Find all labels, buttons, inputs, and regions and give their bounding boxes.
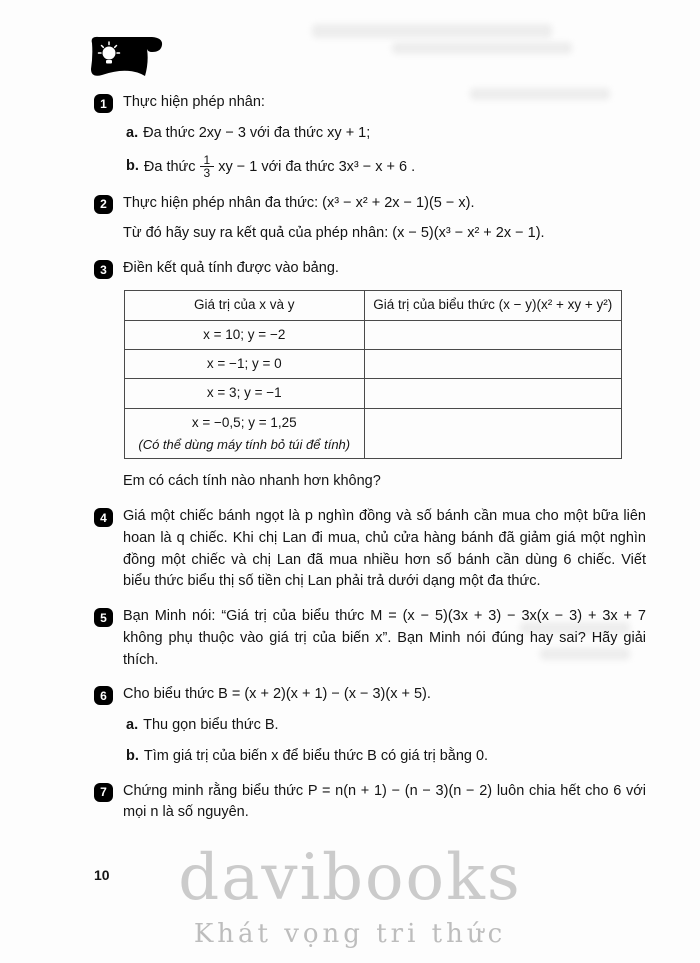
exercise-number-badge: 5 <box>94 608 113 627</box>
column-header-xy: Giá trị của x và y <box>125 290 365 320</box>
column-header-expression: Giá trị của biểu thức (x − y)(x² + xy + y²) <box>364 290 621 320</box>
exercise-1b-post: xy − 1 với đa thức 3x³ − x + 6 . <box>218 158 416 175</box>
exercise-list <box>94 92 646 837</box>
publisher-logo <box>86 34 168 84</box>
exercise-4-text: Giá một chiếc bánh ngọt là p nghìn đồng và số bánh cần mua cho một bữa liên hoan là q chiếc. Khi chị Lan đi mua, chủ cửa hàng bánh đã giảm giá một nghìn đồng một chiếc và chị Lan đã mua nhiều hơn số bánh cần dùng 6 chiếc. Viết biểu thức biểu thị số tiền chị Lan phải trả dưới dạng một đa thức. <box>123 508 646 590</box>
exercise-2 <box>94 193 646 246</box>
answer-cell <box>364 350 621 379</box>
exercise-number-badge: 6 <box>94 686 113 705</box>
print-through-artifact <box>392 42 572 54</box>
exercise-number-badge: 4 <box>94 508 113 527</box>
exercise-number-badge: 7 <box>94 783 113 802</box>
exercise-1a-text: Đa thức 2xy − 3 với đa thức xy + 1; <box>143 124 371 141</box>
page-number: 10 <box>94 867 110 883</box>
exercise-4 <box>94 506 646 593</box>
subitem-label: b. <box>126 747 139 764</box>
exercise-6a-text: Thu gọn biểu thức B. <box>143 717 279 734</box>
watermark-brand: davibooks <box>178 841 522 915</box>
xy-value: x = 10; y = −2 <box>125 320 365 349</box>
exercise-1b-pre: Đa thức <box>143 158 196 175</box>
exercise-2-line2: Từ đó hãy suy ra kết quả của phép nhân: (x − 5)(x³ − x² + 2x − 1). <box>123 225 545 242</box>
xy-value: x = −0,5; y = 1,25 <box>191 414 297 430</box>
book-flag-shape <box>86 34 168 84</box>
exercise-2-line1: Thực hiện phép nhân đa thức: (x³ − x² + 2x − 1)(5 − x). <box>123 194 475 211</box>
exercise-6b-text: Tìm giá trị của biến x để biểu thức B có giá trị bằng 0. <box>143 747 489 764</box>
exercise-1-title: Thực hiện phép nhân: <box>123 94 265 110</box>
exercise-5-text: Bạn Minh nói: “Giá trị của biểu thức M = (x − 5)(3x + 3) − 3x(x − 3) + 3x + 7 không phụ thuộc vào giá trị của biến x”. Bạn Minh nói đúng hay sai? Hãy giải thích. <box>123 608 646 668</box>
exercise-7 <box>94 781 646 825</box>
fraction-numerator: 1 <box>200 154 215 168</box>
exercise-3-question: Em có cách tính nào nhanh hơn không? <box>123 473 381 490</box>
subitem-label: a. <box>126 124 139 141</box>
watermark-slogan: Khát vọng tri thức <box>193 919 507 949</box>
exercise-number-badge: 1 <box>94 94 113 113</box>
exercise-number-badge: 2 <box>94 195 113 214</box>
table-row <box>125 320 622 349</box>
exercise-6-title: Cho biểu thức B = (x + 2)(x + 1) − (x − 3)(x + 5). <box>123 686 431 703</box>
table-header-row <box>125 290 622 320</box>
answer-cell <box>364 379 621 408</box>
table-row <box>125 350 622 379</box>
exercise-6a <box>126 715 646 737</box>
exercise-number-badge: 3 <box>94 260 113 279</box>
xy-value: x = 3; y = −1 <box>125 379 365 408</box>
xy-value-with-note <box>125 408 365 459</box>
exercise-6 <box>94 684 646 767</box>
table-row <box>125 408 622 459</box>
xy-value: x = −1; y = 0 <box>125 350 365 379</box>
exercise-3 <box>94 258 646 493</box>
subitem-label: b. <box>126 158 139 175</box>
calculator-note: (Có thể dùng máy tính bỏ túi để tính) <box>138 436 351 452</box>
print-through-artifact <box>312 24 552 38</box>
exercise-7-text: Chứng minh rằng biểu thức P = n(n + 1) − (n − 3)(n − 2) luôn chia hết cho 6 với mọi n là số nguyên. <box>123 782 646 821</box>
exercise-5 <box>94 606 646 671</box>
exercise-1b <box>126 154 646 180</box>
answer-cell <box>364 320 621 349</box>
exercise-1a <box>126 123 646 145</box>
fraction-one-third <box>200 154 215 180</box>
answer-cell <box>364 408 621 459</box>
exercise-3-title: Điền kết quả tính được vào bảng. <box>123 260 339 277</box>
subitem-label: a. <box>126 717 139 734</box>
values-table <box>124 290 622 460</box>
fraction-denominator: 3 <box>203 166 211 181</box>
exercise-1 <box>94 92 646 180</box>
exercise-6b <box>126 746 646 768</box>
table-row <box>125 379 622 408</box>
